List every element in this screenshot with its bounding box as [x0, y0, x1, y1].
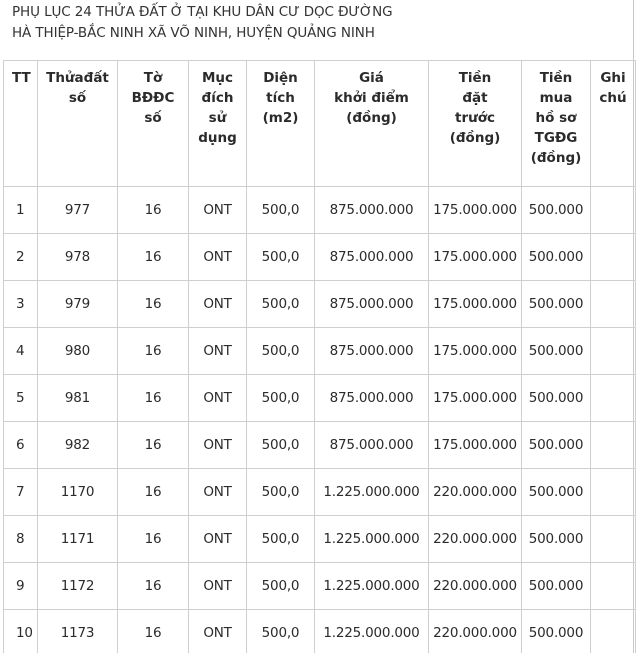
cell-note	[591, 610, 636, 653]
cell-note	[591, 281, 636, 328]
cell-area: 500,0	[247, 328, 315, 375]
cell-plot-number: 978	[38, 234, 118, 281]
cell-map-sheet: 16	[118, 234, 189, 281]
cell-dossier-fee: 500.000	[522, 563, 591, 610]
cell-tt: 5	[4, 375, 38, 422]
header-deposit-line: (đồng)	[449, 130, 501, 146]
header-land-use	[189, 61, 247, 187]
header-land-use-line: sử	[208, 110, 227, 126]
header-tt-line: TT	[12, 70, 31, 86]
header-note-line: chú	[599, 90, 627, 106]
cell-starting-price: 875.000.000	[315, 187, 429, 234]
cell-area: 500,0	[247, 516, 315, 563]
cell-dossier-fee: 500.000	[522, 469, 591, 516]
land-plot-table	[3, 60, 636, 653]
header-map-sheet-line: số	[144, 110, 162, 126]
cell-deposit: 175.000.000	[429, 281, 522, 328]
cell-area: 500,0	[247, 375, 315, 422]
cell-land-use: ONT	[189, 375, 247, 422]
document-title	[12, 2, 622, 44]
cell-dossier-fee: 500.000	[522, 375, 591, 422]
header-deposit-line: Tiền	[458, 70, 492, 86]
cell-deposit: 175.000.000	[429, 375, 522, 422]
cell-dossier-fee: 500.000	[522, 281, 591, 328]
table-body	[4, 187, 636, 653]
header-plot-number	[38, 61, 118, 187]
cell-plot-number: 979	[38, 281, 118, 328]
cell-deposit: 175.000.000	[429, 187, 522, 234]
cell-starting-price: 875.000.000	[315, 375, 429, 422]
cell-tt: 6	[4, 422, 38, 469]
cell-deposit: 175.000.000	[429, 328, 522, 375]
header-tt	[4, 61, 38, 187]
cell-starting-price: 1.225.000.000	[315, 516, 429, 563]
cell-land-use: ONT	[189, 469, 247, 516]
cell-area: 500,0	[247, 281, 315, 328]
cell-dossier-fee: 500.000	[522, 328, 591, 375]
header-dossier-fee-line: hồ sơ	[535, 110, 577, 126]
header-starting-price-line: khởi điểm	[334, 90, 409, 106]
cell-note	[591, 234, 636, 281]
cell-plot-number: 1173	[38, 610, 118, 653]
cell-map-sheet: 16	[118, 422, 189, 469]
header-land-use-line: đích	[201, 90, 234, 106]
header-starting-price	[315, 61, 429, 187]
title-line-1: PHỤ LỤC 24 THỬA ĐẤT Ở TẠI KHU DÂN CƯ DỌC ĐƯỜNG	[12, 4, 393, 20]
cell-plot-number: 980	[38, 328, 118, 375]
header-dossier-fee	[522, 61, 591, 187]
cell-note	[591, 563, 636, 610]
table-row	[4, 375, 636, 422]
header-area-line: tích	[266, 90, 295, 106]
header-land-use-line: Mục	[201, 70, 234, 86]
cell-area: 500,0	[247, 469, 315, 516]
cell-deposit: 220.000.000	[429, 610, 522, 653]
cell-map-sheet: 16	[118, 469, 189, 516]
table-header-row	[4, 61, 636, 187]
header-area-line: Diện	[263, 70, 298, 86]
cell-tt: 4	[4, 328, 38, 375]
cell-area: 500,0	[247, 187, 315, 234]
cell-area: 500,0	[247, 422, 315, 469]
title-line-2: HÀ THIỆP-BẮC NINH XÃ VÕ NINH, HUYỆN QUẢNG NINH	[12, 25, 375, 41]
cell-starting-price: 875.000.000	[315, 328, 429, 375]
cell-area: 500,0	[247, 610, 315, 653]
cell-dossier-fee: 500.000	[522, 187, 591, 234]
cell-note	[591, 516, 636, 563]
cell-map-sheet: 16	[118, 563, 189, 610]
cell-starting-price: 875.000.000	[315, 234, 429, 281]
header-map-sheet-line: Tờ	[143, 70, 163, 86]
cell-dossier-fee: 500.000	[522, 422, 591, 469]
table-row	[4, 422, 636, 469]
header-plot-number-line: số	[68, 90, 87, 106]
table-row	[4, 234, 636, 281]
header-deposit-line: đặt	[462, 90, 488, 106]
table-row	[4, 516, 636, 563]
header-deposit-line: trước	[455, 110, 495, 126]
cell-dossier-fee: 500.000	[522, 234, 591, 281]
cell-map-sheet: 16	[118, 610, 189, 653]
header-dossier-fee-line: Tiền	[539, 70, 573, 86]
cell-note	[591, 469, 636, 516]
cell-note	[591, 187, 636, 234]
cell-tt: 3	[4, 281, 38, 328]
cell-dossier-fee: 500.000	[522, 610, 591, 653]
cell-plot-number: 1170	[38, 469, 118, 516]
cell-tt: 8	[4, 516, 38, 563]
cell-land-use: ONT	[189, 187, 247, 234]
cell-note	[591, 422, 636, 469]
cell-tt: 1	[4, 187, 38, 234]
header-land-use-line: dụng	[198, 130, 237, 146]
header-starting-price-line: Giá	[359, 70, 384, 86]
cell-deposit: 220.000.000	[429, 516, 522, 563]
cell-note	[591, 328, 636, 375]
header-starting-price-line: (đồng)	[346, 110, 397, 126]
cell-note	[591, 375, 636, 422]
header-deposit	[429, 61, 522, 187]
cell-starting-price: 875.000.000	[315, 422, 429, 469]
header-dossier-fee-line: mua	[539, 90, 573, 106]
cell-plot-number: 977	[38, 187, 118, 234]
cell-map-sheet: 16	[118, 375, 189, 422]
cell-land-use: ONT	[189, 516, 247, 563]
header-map-sheet	[118, 61, 189, 187]
header-note-line: Ghi	[600, 70, 626, 86]
header-dossier-fee-line: TGĐG	[534, 130, 578, 146]
table-row	[4, 469, 636, 516]
table-row	[4, 563, 636, 610]
header-area	[247, 61, 315, 187]
header-note	[591, 61, 636, 187]
cell-starting-price: 1.225.000.000	[315, 469, 429, 516]
cell-deposit: 220.000.000	[429, 469, 522, 516]
cell-land-use: ONT	[189, 328, 247, 375]
cell-land-use: ONT	[189, 610, 247, 653]
cell-area: 500,0	[247, 234, 315, 281]
cell-map-sheet: 16	[118, 516, 189, 563]
cell-plot-number: 1172	[38, 563, 118, 610]
cell-land-use: ONT	[189, 234, 247, 281]
cell-map-sheet: 16	[118, 187, 189, 234]
cell-deposit: 175.000.000	[429, 422, 522, 469]
table-row	[4, 187, 636, 234]
cell-starting-price: 1.225.000.000	[315, 563, 429, 610]
cell-land-use: ONT	[189, 563, 247, 610]
cell-deposit: 175.000.000	[429, 234, 522, 281]
cell-tt: 2	[4, 234, 38, 281]
cell-tt: 7	[4, 469, 38, 516]
cell-tt: 10	[4, 610, 38, 653]
cell-starting-price: 1.225.000.000	[315, 610, 429, 653]
cell-plot-number: 1171	[38, 516, 118, 563]
cell-dossier-fee: 500.000	[522, 516, 591, 563]
header-area-line: (m2)	[262, 110, 299, 126]
table-row	[4, 281, 636, 328]
cell-map-sheet: 16	[118, 281, 189, 328]
cell-deposit: 220.000.000	[429, 563, 522, 610]
cell-land-use: ONT	[189, 422, 247, 469]
header-dossier-fee-line: (đồng)	[530, 150, 582, 166]
table-row	[4, 610, 636, 653]
cell-land-use: ONT	[189, 281, 247, 328]
table-row	[4, 328, 636, 375]
cell-starting-price: 875.000.000	[315, 281, 429, 328]
header-map-sheet-line: BĐĐC	[131, 90, 175, 106]
cell-plot-number: 982	[38, 422, 118, 469]
cell-map-sheet: 16	[118, 328, 189, 375]
cell-area: 500,0	[247, 563, 315, 610]
cell-tt: 9	[4, 563, 38, 610]
header-plot-number-line: Thửađất	[46, 70, 109, 86]
cell-plot-number: 981	[38, 375, 118, 422]
